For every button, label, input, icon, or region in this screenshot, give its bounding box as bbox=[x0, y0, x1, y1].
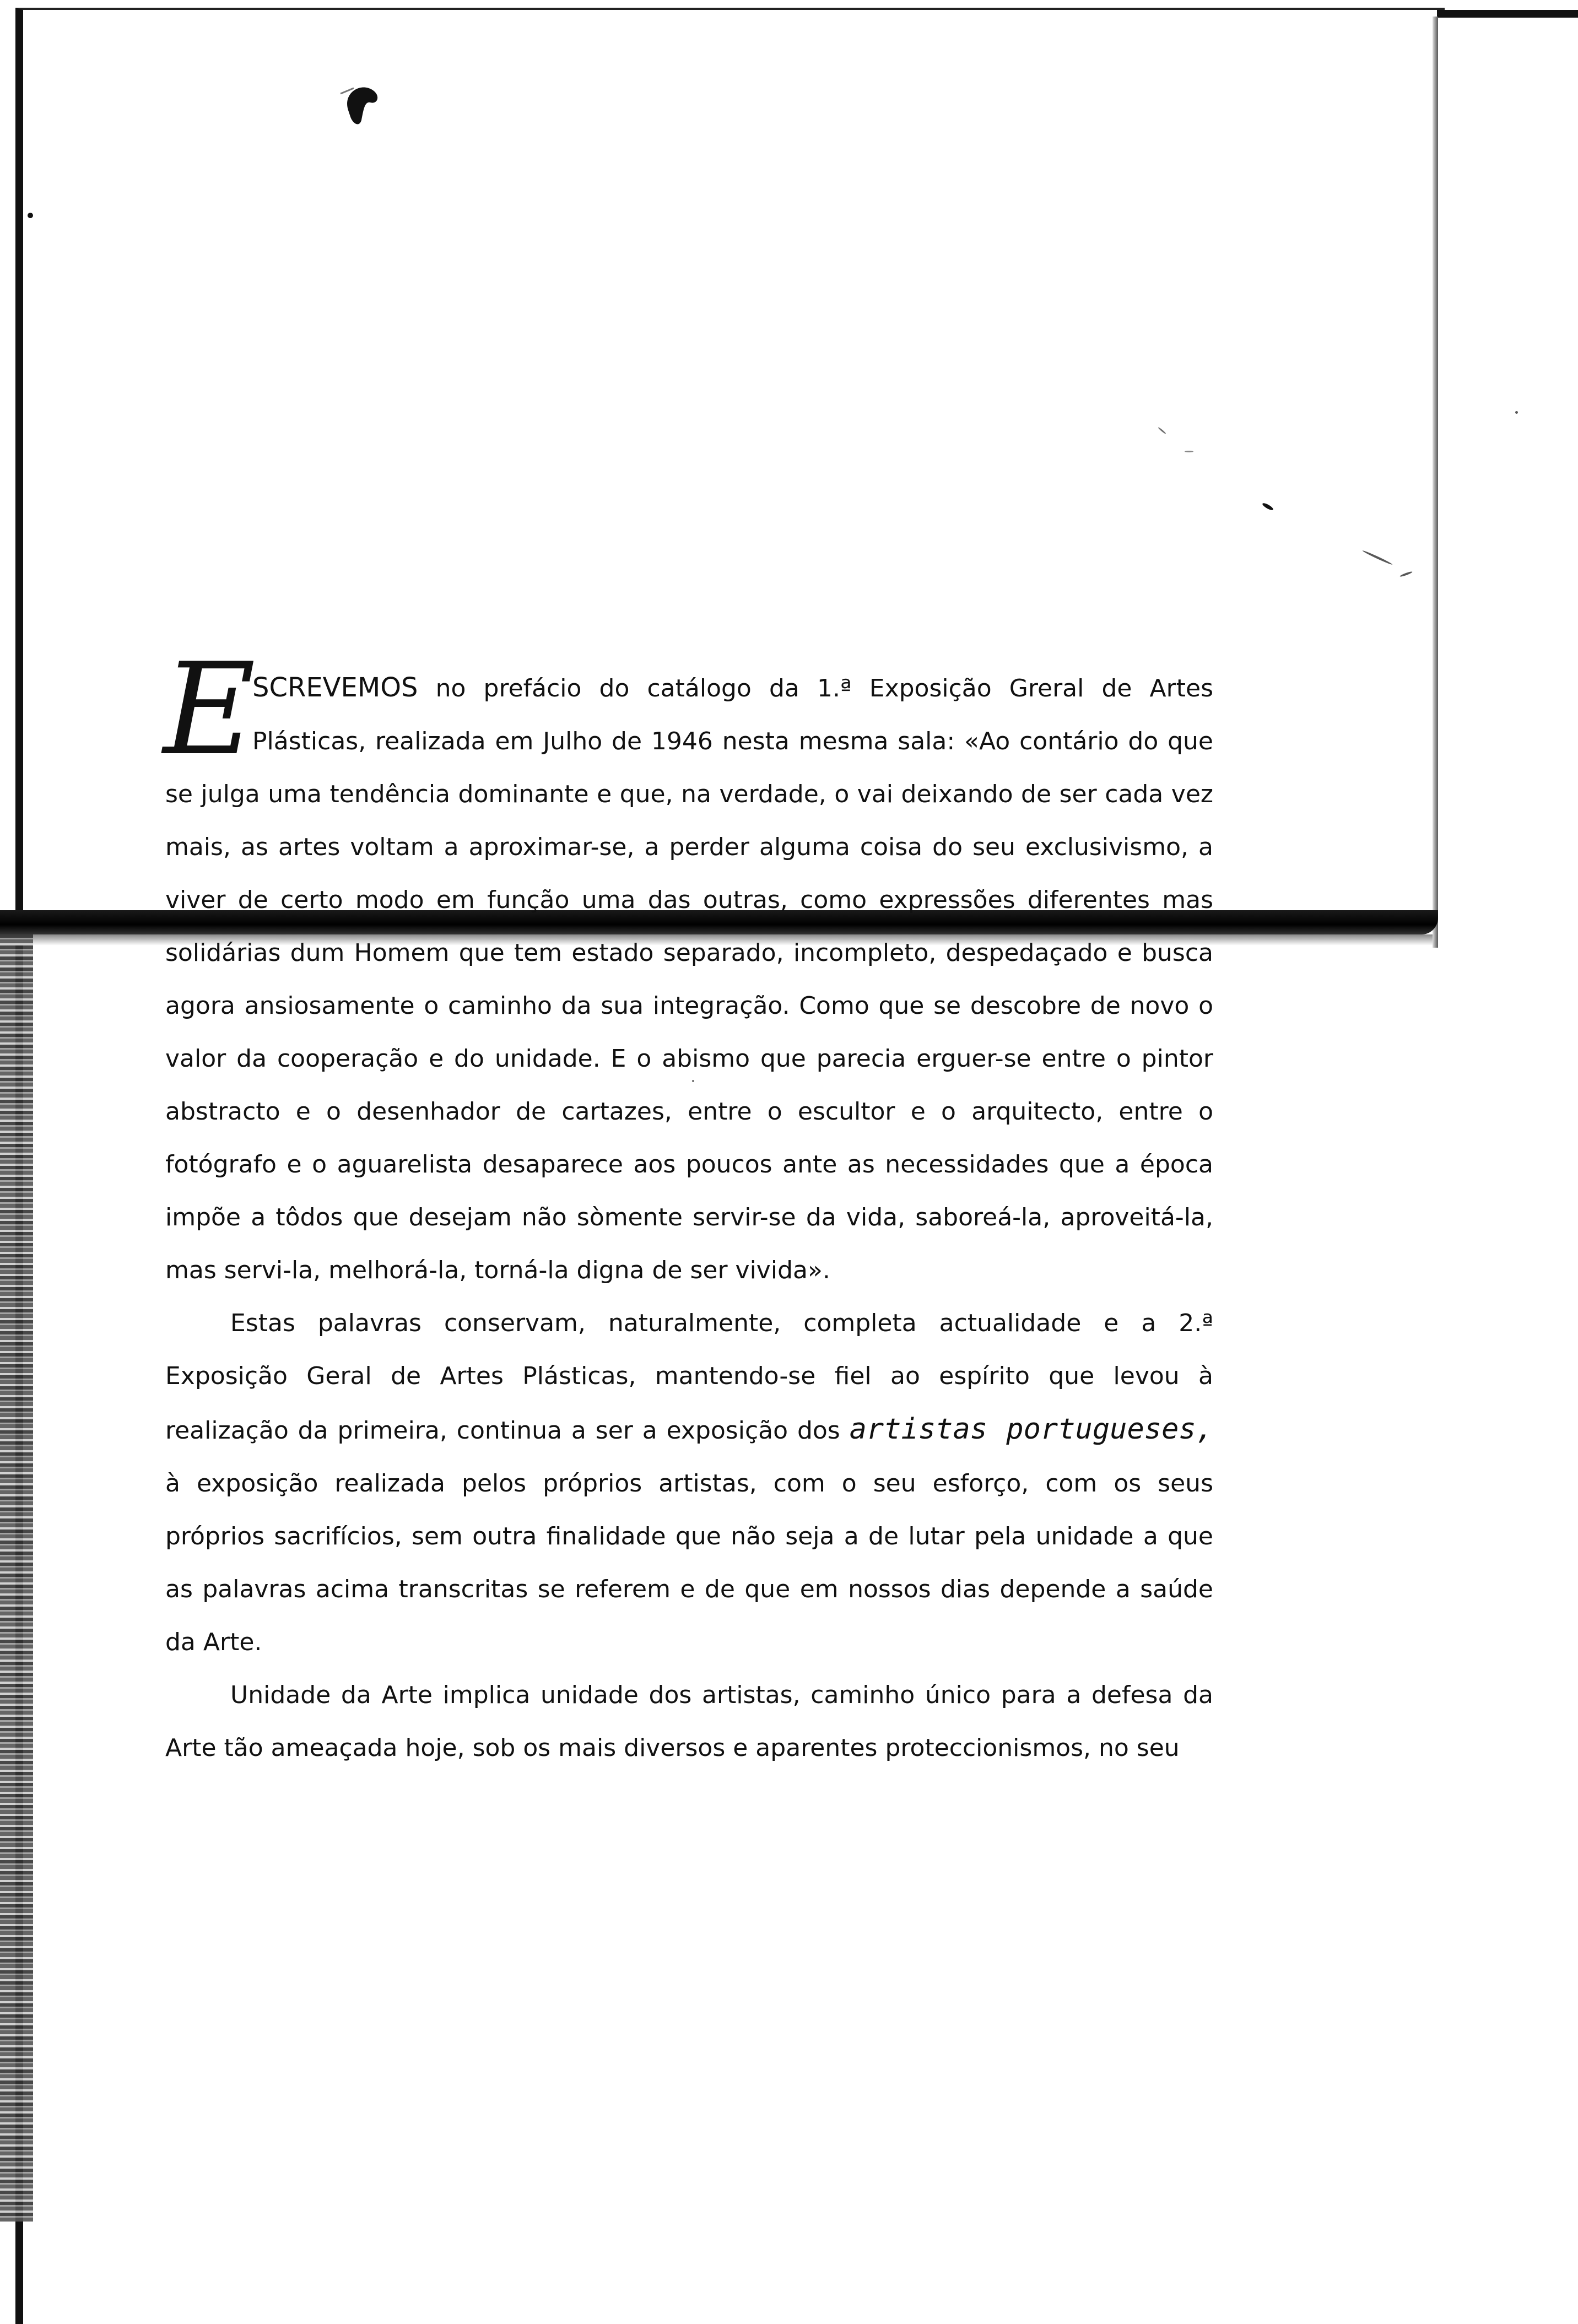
paragraph-1-text bbox=[165, 661, 1213, 1297]
scan-speck bbox=[1185, 451, 1193, 452]
paragraph-2-lead: Estas palavras conservam, naturalmente, completa actualidade e a 2.ª Exposição Geral de Artes Plásticas, mantendo-se fiel ao espírito que levou à realização da primeira, continua a ser a exposição dos bbox=[165, 1309, 1213, 1445]
paragraph-2 bbox=[165, 1297, 1213, 1669]
paragraph-3-body: Unidade da Arte implica unidade dos artistas, caminho único para a defesa da Arte tão ameaçada hoje, sob os mais diversos e aparentes proteccionismos, no seu bbox=[165, 1681, 1213, 1762]
scan-speck bbox=[28, 213, 33, 218]
first-word-smallcaps: SCREVEMOS bbox=[252, 672, 418, 703]
paragraph-2-tail: à exposição realizada pelos próprios artistas, com o seu esforço, com os seus próprios sacrifícios, sem outra finalidade que não seja a de lutar pela unidade a que as palavras acima transcritas se referem e de que em nossos dias depende a saúde da Arte. bbox=[165, 1469, 1213, 1656]
ink-blot-mark bbox=[337, 77, 392, 138]
drop-cap-letter: E bbox=[163, 636, 256, 783]
emphasized-phrase: artistas portugueses, bbox=[849, 1413, 1213, 1446]
page-edge-right bbox=[1433, 17, 1438, 948]
left-edge-grain bbox=[0, 934, 33, 2222]
page-edge-top-right bbox=[1437, 10, 1578, 18]
paragraph-3 bbox=[165, 1669, 1213, 1775]
paragraph-1 bbox=[163, 636, 1213, 1297]
scan-speck bbox=[1515, 411, 1518, 414]
paragraph-1-body: no prefácio do catálogo da 1.ª Exposição Greral de Artes Plásticas, realizada em Julho de 1946 nesta mesma sala: «Ao contário do que se julga uma tendência dominante e que, na verdade, o vai deixando de ser cada vez mais, as artes voltam a aproximar-se, a perder alguma coisa do seu exclusivismo, a viver de certo modo em função uma das outras, como expressões diferentes mas solidárias dum Homem que tem estado separado, incompleto, despedaçado e busca agora ansiosamente o caminho da sua integração. Como que se descobre de novo o valor da cooperação e do unidade. E o abismo que parecia erguer-se entre o pintor abstracto e o desenhador de cartazes, entre o escultor e o arquitecto, entre o fotógrafo e o aguarelista desaparece aos poucos ante as necessidades que a época impõe a tôdos que desejam não sòmente servir-se da vida, saboreá-la, aproveitá-la, mas servi-la, melhorá-la, torná-la digna de ser vivida». bbox=[165, 674, 1213, 1284]
document-body bbox=[163, 636, 1213, 1775]
